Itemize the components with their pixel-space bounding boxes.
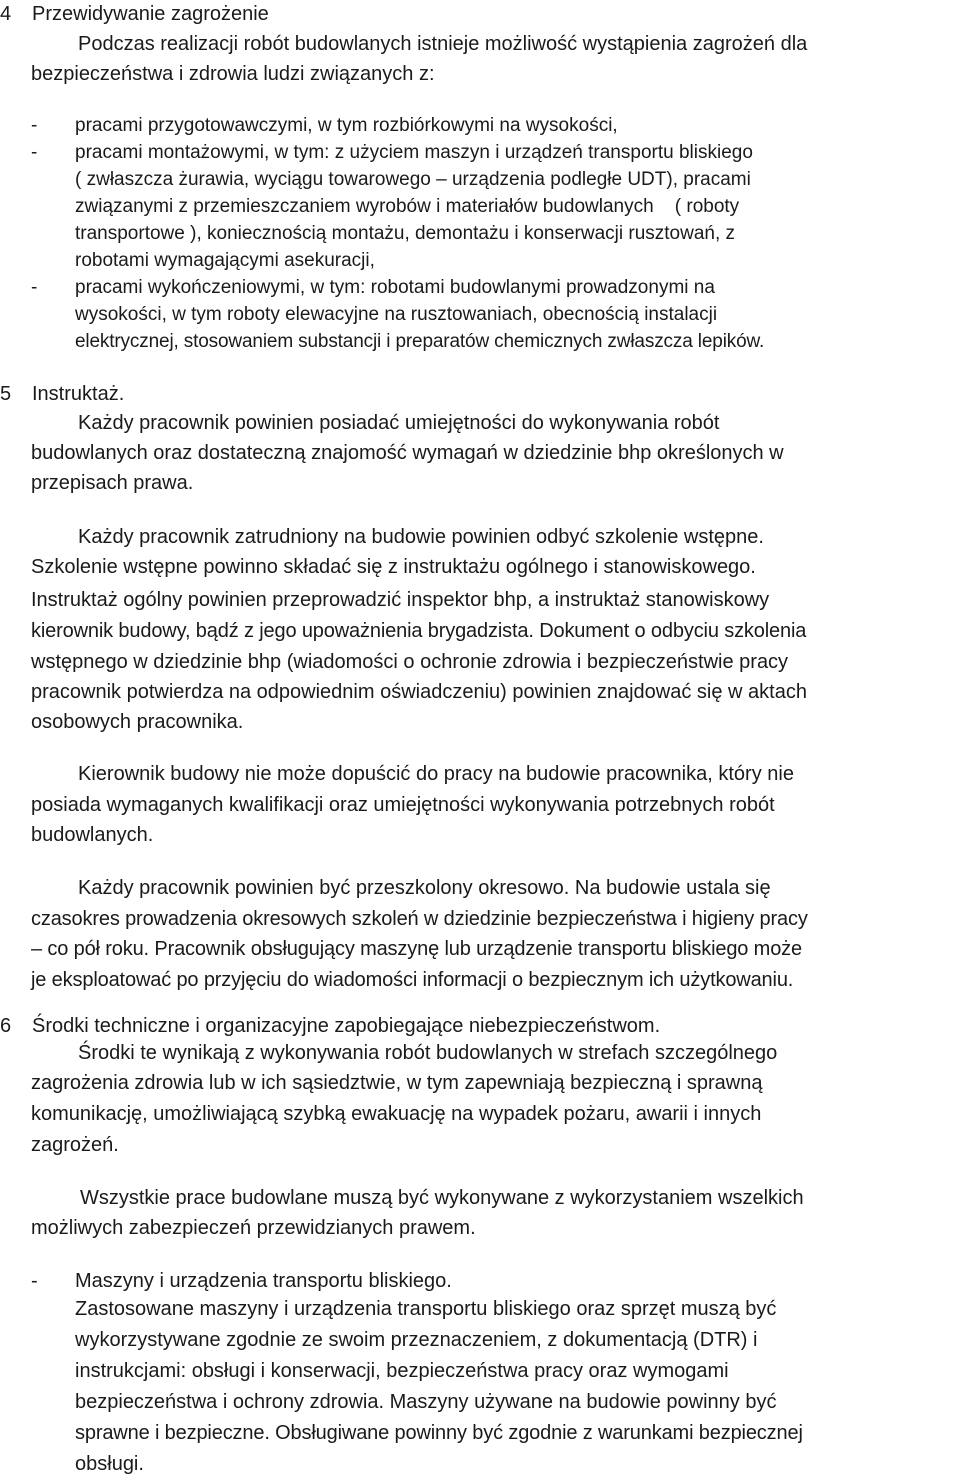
list-item-line: pracami przygotowawczymi, w tym rozbiórkowymi na wysokości, [75,115,618,136]
paragraph-line: budowlanych. [31,824,154,846]
section-5-number: 5 [0,383,12,405]
paragraph-line: Każdy pracownik powinien być przeszkolony okresowo. Na budowie ustala się [78,877,771,899]
paragraph-line: wstępnego w dziedzinie bhp (wiadomości o ochronie zdrowia i bezpieczeństwie pracy [31,651,789,673]
list-item-line: wysokości, w tym roboty elewacyjne na rusztowaniach, obecnością instalacji [75,304,718,325]
bullet-body-line: Zastosowane maszyny i urządzenia transportu bliskiego oraz sprzęt muszą być [75,1298,777,1320]
paragraph-line: Wszystkie prace budowlane muszą być wykonywane z wykorzystaniem wszelkich [80,1187,804,1209]
list-item-line: związanymi z przemieszczaniem wyrobów i materiałów budowlanych ( roboty [75,196,740,217]
list-item-line: pracami wykończeniowymi, w tym: robotami budowlanymi prowadzonymi na [75,277,715,298]
paragraph-line: Szkolenie wstępne powinno składać się z instruktażu ogólnego i stanowiskowego. [31,556,756,578]
list-item-line: ( zwłaszcza żurawia, wyciągu towarowego – urządzenia podległe UDT), pracami [75,169,751,190]
paragraph-line: – co pół roku. Pracownik obsługujący maszynę lub urządzenie transportu bliskiego może [31,938,802,960]
list-item-line: robotami wymagającymi asekuracji, [75,250,375,271]
section-4-intro-line: bezpieczeństwa i zdrowia ludzi związanych z: [31,63,435,85]
paragraph-line: zagrożenia zdrowia lub w ich sąsiedztwie, w tym zapewniają bezpieczną i sprawną [31,1072,763,1094]
bullet-body-line: obsługi. [75,1453,144,1475]
paragraph-line: przepisach prawa. [31,472,194,494]
list-item-line: pracami montażowymi, w tym: z użyciem maszyn i urządzeń transportu bliskiego [75,142,753,163]
paragraph-line: osobowych pracownika. [31,711,244,733]
list-bullet: - [31,115,38,136]
paragraph-line: Instruktaż ogólny powinien przeprowadzić inspektor bhp, a instruktaż stanowiskowy [31,589,770,611]
section-6-title: Środki techniczne i organizacyjne zapobiegające niebezpieczeństwom. [32,1015,661,1037]
bullet-body-line: instrukcjami: obsługi i konserwacji, bezpieczeństwa pracy oraz wymogami [75,1360,729,1382]
paragraph-line: budowlanych oraz dostateczną znajomość wymagań w dziedzinie bhp określonych w [31,442,784,464]
paragraph-line: pracownik potwierdza na odpowiednim oświadczeniu) powinien znajdować się w aktach [31,681,807,703]
section-6-number: 6 [0,1015,12,1037]
paragraph-line: je eksploatować po przyjęciu do wiadomości informacji o bezpiecznym ich użytkowaniu. [31,969,794,991]
paragraph-line: Każdy pracownik zatrudniony na budowie powinien odbyć szkolenie wstępne. [78,526,764,548]
bullet-body-line: wykorzystywane zgodnie ze swoim przeznaczeniem, z dokumentacją (DTR) i [75,1329,758,1351]
section-4-number: 4 [0,3,12,25]
list-item-line: elektrycznej, stosowaniem substancji i preparatów chemicznych zwłaszcza lepików. [75,331,765,352]
paragraph-line: możliwych zabezpieczeń przewidzianych prawem. [31,1217,476,1239]
paragraph-line: Środki te wynikają z wykonywania robót budowlanych w strefach szczególnego [78,1042,778,1064]
list-bullet: - [31,142,38,163]
paragraph-line: Każdy pracownik powinien posiadać umiejętności do wykonywania robót [78,412,720,434]
bullet-body-line: sprawne i bezpieczne. Obsługiwane powinny być zgodnie z warunkami bezpiecznej [75,1422,803,1444]
section-4-intro-line: Podczas realizacji robót budowlanych istnieje możliwość wystąpienia zagrożeń dla [78,33,808,55]
paragraph-line: zagrożeń. [31,1134,119,1156]
paragraph-line: posiada wymaganych kwalifikacji oraz umiejętności wykonywania potrzebnych robót [31,794,775,816]
bullet-title: Maszyny i urządzenia transportu bliskiego. [75,1270,452,1292]
paragraph-line: czasokres prowadzenia okresowych szkoleń w dziedzinie bezpieczeństwa i higieny pracy [31,908,808,930]
bullet-body-line: bezpieczeństwa i ochrony zdrowia. Maszyny używane na budowie powinny być [75,1391,777,1413]
list-bullet: - [31,277,38,298]
list-bullet: - [31,1270,38,1292]
paragraph-line: Kierownik budowy nie może dopuścić do pracy na budowie pracownika, który nie [78,763,794,785]
paragraph-line: kierownik budowy, bądź z jego upoważnienia brygadzista. Dokument o odbyciu szkolenia [31,620,807,642]
section-5-title: Instruktaż. [32,383,125,405]
list-item-line: transportowe ), koniecznością montażu, demontażu i konserwacji rusztowań, z [75,223,736,244]
section-4-title: Przewidywanie zagrożenie [32,3,269,25]
paragraph-line: komunikację, umożliwiającą szybką ewakuację na wypadek pożaru, awarii i innych [31,1103,762,1125]
